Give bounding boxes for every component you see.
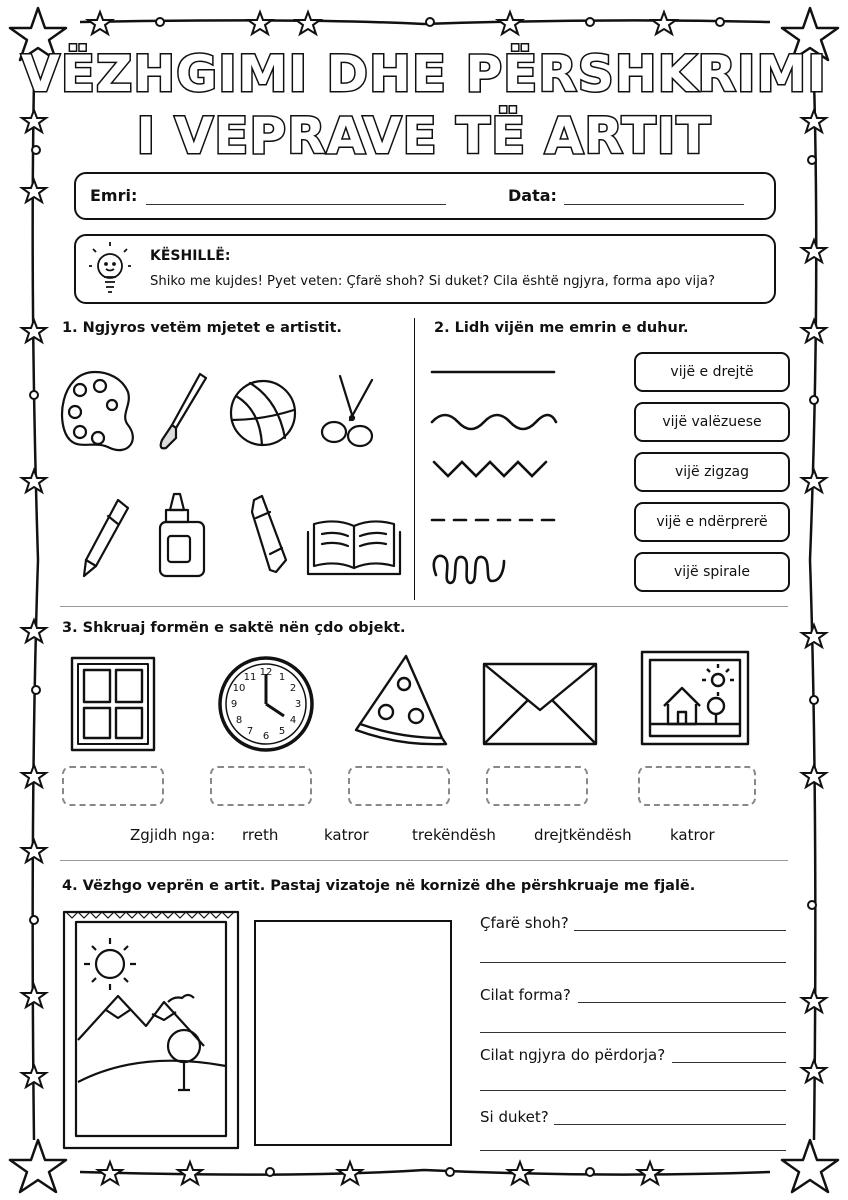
page-title-line1: VËZHGIMI DHE PËRSHKRIMI: [21, 45, 827, 103]
svg-text:8: 8: [235, 715, 243, 726]
answer-line-3b[interactable]: [480, 1090, 786, 1091]
option-straight-line[interactable]: vijë e drejtë: [634, 352, 790, 392]
choice-triangle: trekëndësh: [412, 826, 496, 844]
answer-line-2a[interactable]: [578, 1002, 786, 1003]
svg-text:10: 10: [232, 683, 246, 694]
choice-square-2: katror: [670, 826, 715, 844]
svg-text:6: 6: [262, 731, 270, 742]
svg-text:2: 2: [289, 683, 297, 694]
choice-rectangle: drejtkëndësh: [534, 826, 632, 844]
drawing-frame[interactable]: [254, 920, 452, 1146]
date-label: Data:: [508, 186, 557, 205]
choice-circle: rreth: [242, 826, 279, 844]
question-looks: Si duket?: [480, 1108, 549, 1126]
option-wavy-line[interactable]: vijë valëzuese: [634, 402, 790, 442]
svg-text:4: 4: [289, 715, 297, 726]
question-shapes: Cilat forma?: [480, 986, 571, 1004]
page-title-line2: I VEPRAVE TË ARTIT: [136, 107, 712, 165]
option-dashed-line[interactable]: vijë e ndërprerë: [634, 502, 790, 542]
answer-line-4a[interactable]: [554, 1124, 786, 1125]
option-spiral-line[interactable]: vijë spirale: [634, 552, 790, 592]
svg-text:9: 9: [230, 699, 238, 710]
answer-line-3a[interactable]: [672, 1062, 786, 1063]
svg-text:1: 1: [278, 672, 286, 683]
section2-title: 2. Lidh vijën me emrin e duhur.: [434, 320, 689, 336]
section4-title: 4. Vëzhgo veprën e artit. Pastaj vizatoje në kornizë dhe përshkruaje me fjalë.: [62, 878, 696, 894]
option-zigzag-line[interactable]: vijë zigzag: [634, 452, 790, 492]
question-colors: Cilat ngjyra do përdorja?: [480, 1046, 666, 1064]
question-what-see: Çfarë shoh?: [480, 914, 569, 932]
tip-text: Shiko me kujdes! Pyet veten: Çfarë shoh? Si duket? Cila është ngjyra, forma apo vija?: [150, 274, 715, 289]
svg-text:11: 11: [243, 672, 257, 683]
answer-line-4b[interactable]: [480, 1150, 786, 1151]
svg-text:3: 3: [294, 699, 302, 710]
section1-title: 1. Ngjyros vetëm mjetet e artistit.: [62, 320, 342, 336]
svg-text:5: 5: [278, 726, 286, 737]
svg-text:7: 7: [246, 726, 254, 737]
svg-text:12: 12: [259, 667, 273, 678]
answer-line-2b[interactable]: [480, 1032, 786, 1033]
choice-square: katror: [324, 826, 369, 844]
tip-heading: KËSHILLË:: [150, 248, 231, 264]
choices-label: Zgjidh nga:: [130, 826, 216, 844]
name-label: Emri:: [90, 186, 138, 205]
section3-title: 3. Shkruaj formën e saktë nën çdo objekt.: [62, 620, 406, 636]
answer-line-1a[interactable]: [574, 930, 786, 931]
answer-line-1b[interactable]: [480, 962, 786, 963]
